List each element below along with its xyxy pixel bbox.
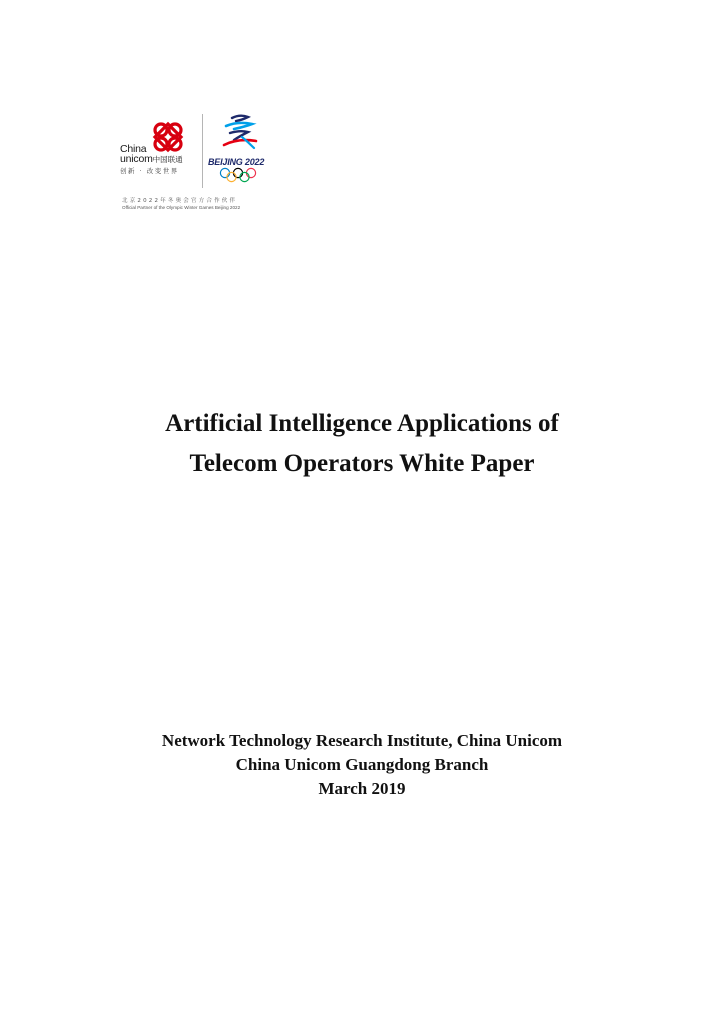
author-line-1: Network Technology Research Institute, China Unicom [161,731,563,750]
logo-block [118,108,278,218]
olympic-rings-icon [219,167,257,183]
author-block [0,729,724,801]
china-unicom-wordmark [120,144,183,165]
partner-text-en: Official Partner of the Olympic Winter Games Beijing 2022 [122,205,241,210]
title-line-1: Artificial Intelligence Applications of [165,410,559,437]
title-line-2: Telecom Operators White Paper [189,450,535,477]
publication-date: March 2019 [318,779,406,798]
document-title [0,404,724,484]
unicom-line2: unicom [120,153,153,165]
unicom-slogan: 创新 · 改变世界 [120,167,179,175]
partner-text-cn: 北京2022年冬奥会官方合作伙伴 [122,198,238,204]
beijing-2022-wordmark: BEIJING 2022 [208,157,265,167]
author-line-2: China Unicom Guangdong Branch [235,755,489,774]
unicom-cn: 中国联通 [152,155,183,164]
beijing-2022-emblem [218,112,262,152]
unicom-line1: China [120,143,147,155]
logo-divider [202,114,203,188]
